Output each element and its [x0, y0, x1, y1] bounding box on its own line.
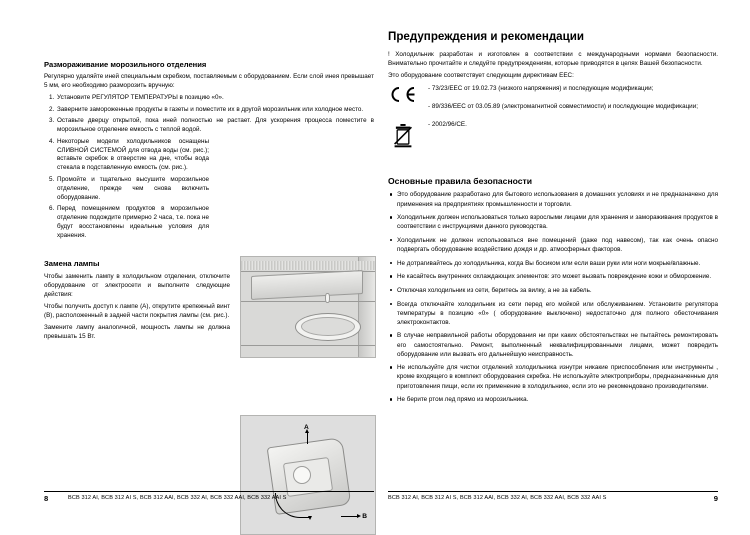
- defrost-step-1: 1. Установите РЕГУЛЯТОР ТЕМПЕРАТУРЫ в позицию «0».: [56, 94, 374, 103]
- figure-light-bulb: [293, 466, 311, 484]
- conformity-marks-block: [388, 84, 718, 170]
- lamp-paragraph-1: Чтобы заменить лампу в холодильном отделении, отключите оборудование от электросети и выполните следующие действия:: [44, 272, 230, 298]
- left-footer-models: BCB 312 AI, BCB 312 AI S, BCB 312 AAI, BCB 332 AI, BCB 332 AAI, BCB 332 AAI S: [68, 495, 287, 501]
- ce-mark-icon: [388, 86, 418, 103]
- figure-hatch-band: [241, 261, 375, 270]
- safety-item-4: Не дотрагивайтесь до холодильника, когда Вы босиком или если ваши руки или ноги мокрые/влажные.: [397, 259, 718, 268]
- safety-item-8: В случае неправильной работы оборудования ни при каких обстоятельствах не пытайтесь ремонтировать его самостоятельно. Ремонт, выполненный неквалифицированными лицами, может повредить оборудование или вызвать его дальнейшую неисправность.: [397, 332, 718, 358]
- figure-shelf-line-2: [240, 301, 376, 302]
- defrost-step-4: 4. Некоторые модели холодильников оснащены СЛИВНОЙ СИСТЕМОЙ для отвода воды (см. рис.); вставьте скребок в отверстие на дне, чтобы вода стекала в подставленную емкость (см. рис.).: [56, 138, 209, 174]
- figure-shelf-line-3: [240, 345, 376, 346]
- lamp-paragraph-2: Чтобы получить доступ к лампе (А), открутите крепежный винт (В), расположенный в задней части покрытия лампы (см. рис.).: [44, 302, 230, 319]
- footer-rule: [44, 491, 374, 492]
- figure-tray: [251, 270, 363, 300]
- lamp-paragraph-3: Замените лампу аналогичной, мощность лампы не должна превышать 15 Вт.: [44, 323, 230, 340]
- lamp-replacement-section-title: Замена лампы: [44, 259, 100, 269]
- directive-item-1: - 73/23/ЕЕС от 19.02.73 (низкого напряжения) и последующие модификации;: [428, 84, 654, 92]
- defrost-steps-list: [44, 94, 374, 241]
- lamp-cover-figure: [240, 415, 376, 535]
- safety-intro-paragraph: ! Холодильник разработан и изготовлен в соответствии с международными нормами безопасности. Внимательно прочитайте и следуйте предупреждениям, которые приводятся в целях Вашей безопасности.: [388, 50, 718, 67]
- figure-label-b: B: [362, 513, 367, 520]
- left-page-number: 8: [44, 494, 49, 503]
- right-page-number: 9: [713, 494, 718, 503]
- figure-label-a: A: [304, 424, 309, 431]
- defrost-step-5: 5. Промойте и тщательно высушите морозильное отделение, прежде чем снова включить оборудование.: [56, 176, 209, 203]
- defrost-step-6: 6. Перед помещением продуктов в морозильное отделение подождите примерно 2 часа, т.е. пока не будут восстановлены идеальные условия для хранения.: [56, 205, 209, 241]
- defrost-section-title: Размораживание морозильного отделения: [44, 60, 207, 69]
- general-safety-title: Основные правила безопасности: [388, 175, 533, 186]
- right-page-footer: [388, 491, 718, 505]
- safety-item-1: Это оборудование разработано для бытового использования в домашних условиях и не предназначено для применения на предприятиях промышленности и торговли.: [397, 191, 718, 208]
- directives-text: [428, 84, 718, 129]
- left-page: [44, 0, 374, 529]
- safety-item-5: Не касайтесь внутренних охлаждающих элементов: это может вызвать повреждение кожи и обморожение.: [397, 272, 718, 281]
- figure-arrow-a-icon: [307, 432, 308, 444]
- safety-item-2: Холодильник должен использоваться только взрослыми лицами для хранения и замораживания продуктов в соответствии с инструкциями данного руководства.: [397, 214, 718, 231]
- defrost-intro-paragraph: Регулярно удаляйте иней специальным скребком, поставляемым с оборудованием. Если слой инея превышает 5 мм, его необходимо разморозить вручную:: [44, 73, 374, 90]
- directive-item-3: - 2002/96/СЕ.: [428, 120, 467, 128]
- safety-item-3: Холодильник не должен использоваться вне помещений (даже под навесом), так как очень опасно подвергать оборудование воздействию дождя и др. атмосферных факторов.: [397, 236, 718, 254]
- page-title: Предупреждения и рекомендации: [388, 30, 585, 43]
- freezer-drain-figure: [240, 256, 376, 358]
- footer-rule: [388, 491, 718, 492]
- weee-crossed-bin-icon: [392, 122, 414, 148]
- right-page: [388, 0, 718, 529]
- safety-rules-list: [388, 190, 718, 404]
- right-page-content: [388, 30, 718, 409]
- defrost-step-3: 3. Оставьте дверцу открытой, пока иней полностью не растает. Для ускорения процесса поместите в морозильное отделение емкость с теплой водой.: [56, 117, 374, 135]
- figure-bowl-inner: [301, 317, 355, 336]
- directives-intro: Это оборудование соответствует следующим директивам ЕЕС:: [388, 71, 574, 79]
- safety-item-6: Отключая холодильник из сети, беритесь за вилку, а не за кабель.: [397, 286, 718, 295]
- safety-item-9: Не используйте для чистки отделений холодильника изнутри никакие приспособления или инструменты , кроме входящего в комплект оборудования скребка. Не используйте электроприборы, предназначенные для приготовления пищи, если их применение в холодильнике, если это не рекомендовано производителями.: [397, 364, 718, 390]
- defrost-step-2: 2. Заверните замороженные продукты в газеты и поместите их в другой морозильник или холодное место.: [56, 106, 374, 115]
- left-page-footer: [44, 491, 374, 505]
- safety-item-7: Всегда отключайте холодильник из сети перед его мойкой или обслуживанием. Установите регулятора температуры в позицию «0» ( оборудование выключено) недостаточно для полного обесточивания электроконтактов.: [397, 300, 718, 326]
- figure-water-drip: [325, 293, 330, 303]
- figure-arrow-b-icon: [341, 516, 357, 517]
- right-footer-models: BCB 312 AI, BCB 312 AI S, BCB 312 AAI, BCB 332 AI, BCB 332 AAI, BCB 332 AAI S: [388, 495, 607, 501]
- safety-item-10: Не берите ртом лед прямо из морозильника.: [397, 395, 718, 404]
- directive-item-2: - 89/336/ЕЕС от 03.05.89 (электромагнитной совместимости) и последующие модификации;: [428, 102, 698, 110]
